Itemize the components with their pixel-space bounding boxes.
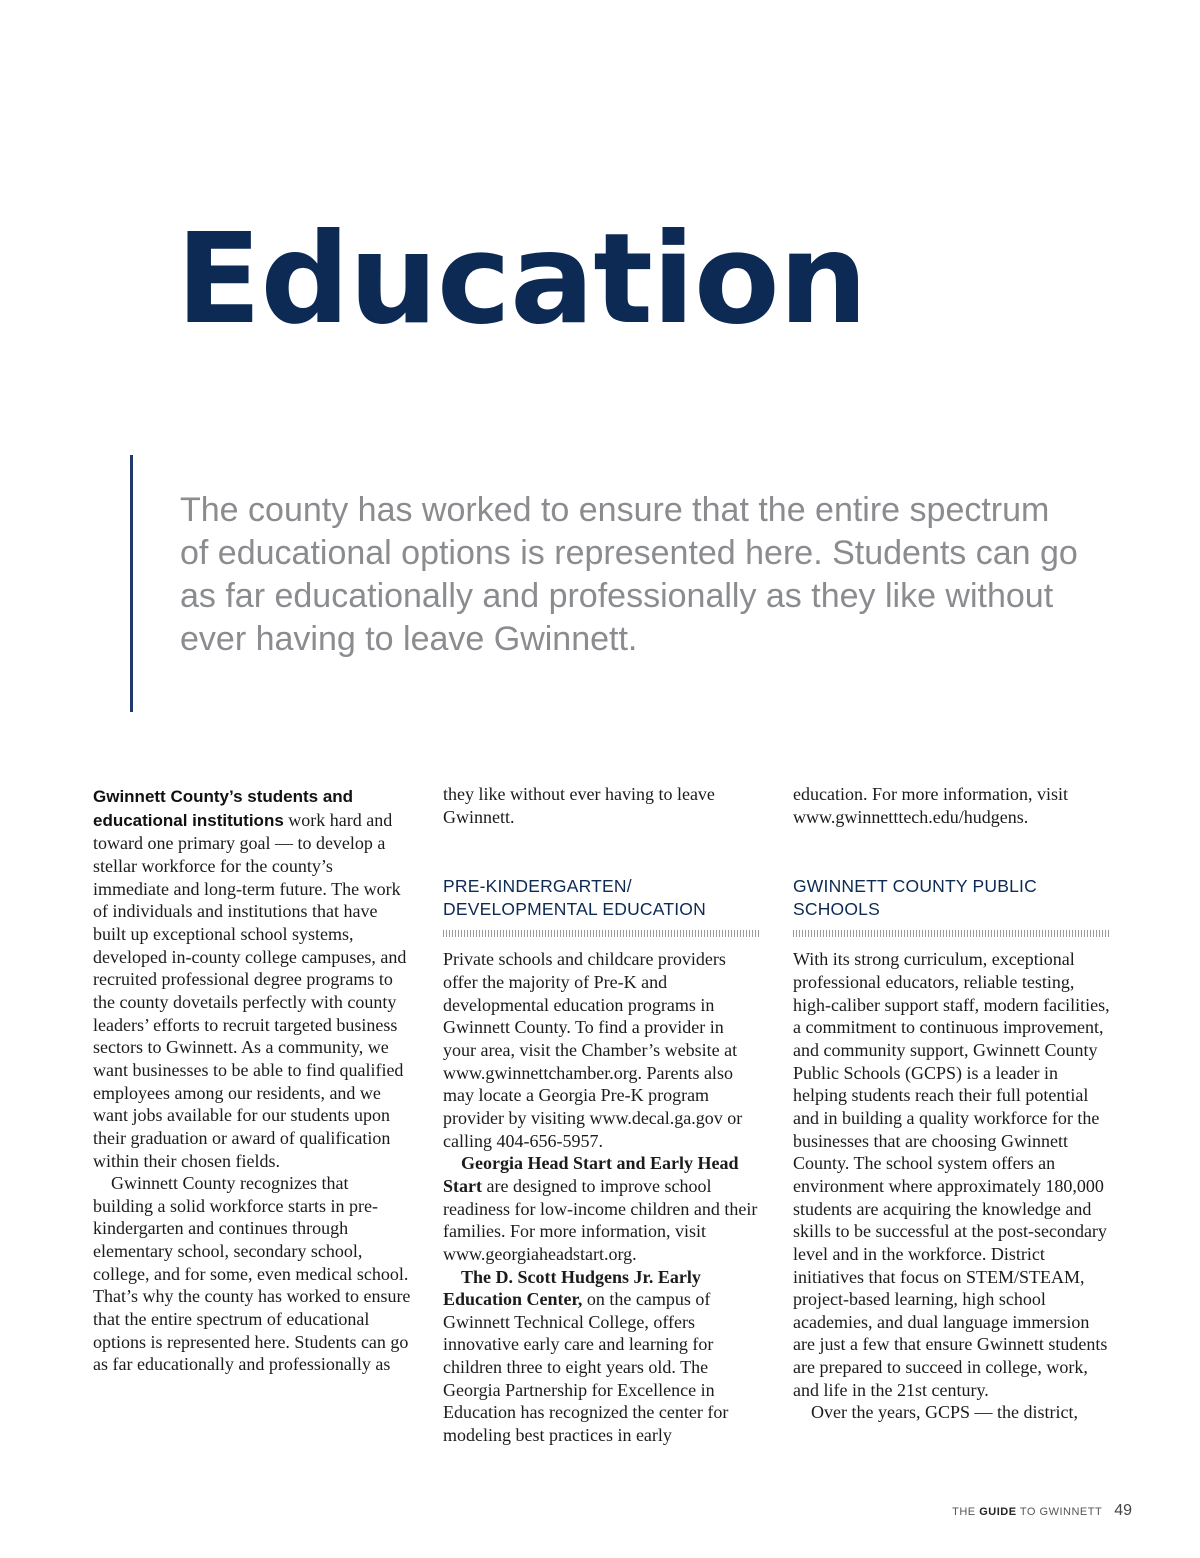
footer-guide: GUIDE [979,1506,1017,1518]
paragraph [443,1152,761,1265]
paragraph: With its strong curriculum, exceptional professional educators, reliable testing, high-caliber support staff, modern facilities, a commitment to continuous improvement, and community support, Gwinnett County Public Schools (GCPS) is a leader in helping students reach their full potential and in building a quality workforce for the businesses that are choosing Gwinnett County. The school system offers an environment where approximately 180,000 students are acquiring the knowledge and skills to be successful at the post-secondary level and in the workforce. District initiatives that focus on STEM/STEAM, project-based learning, high school academies, and dual language immersion are just a few that ensure Gwinnett students are prepared to succeed in college, work, and life in the 21st century. [793,949,1110,1400]
column-1 [93,785,411,1376]
footer-to-gwinnett: TO GWINNETT [1019,1506,1103,1518]
paragraph-text: are designed to improve school readiness for low-income children and their families. For more information, visit www.georgiaheadstart.org. [443,1175,758,1264]
paragraph: education. For more information, visit www.gwinnetttech.edu/hudgens. [793,784,1068,827]
bold-lead: Georgia Head Start and Early Head Start [443,1153,739,1196]
dotted-rule [443,930,761,937]
lead-in: Gwinnett County’s students and educational institutions [93,787,354,830]
pull-quote: The county has worked to ensure that the entire spectrum of educational options is represented here. Students can go as far educationally and professionally as they like without ever having to leave Gwinnett. [180,491,1078,658]
paragraph [443,1266,761,1447]
page-footer [952,1502,1132,1520]
intro-text: work hard and toward one primary goal — to develop a stellar workforce for the county’s immediate and long-term future. The work of individuals and institutions that have built up exceptional school systems, developed in-county college campuses, and recruited professional degree programs to the county dovetails perfectly with county leaders’ efforts to recruit targeted business sectors to Gwinnett. As a community, we want businesses to be able to find qualified employees among our residents, and we want jobs available for our students upon their graduation or award of qualification within their chosen fields. [93,809,407,1171]
paragraph-text: on the campus of Gwinnett Technical College, offers innovative early care and learning for children three to eight years old. The Georgia Partnership for Excellence in Education has recognized the center for modeling best practices in early [443,1289,729,1446]
column-3 [793,783,1111,1424]
bold-lead: The D. Scott Hudgens Jr. Early Education Center, [443,1266,701,1310]
pull-quote-bar [130,455,133,712]
column-2 [443,783,761,1447]
paragraph: Gwinnett County recognizes that building a solid workforce starts in pre-kindergarten and continues through elementary school, secondary school, college, and for some, even medical school. That’s why the county has worked to ensure that the entire spectrum of educational options is represented here. Students can go as far educationally and professionally as [93,1173,411,1375]
intro-paragraph [93,785,411,1172]
page-title: Education [176,207,867,352]
dotted-rule [793,930,1111,937]
section-heading-gcps: GWINNETT COUNTY PUBLIC SCHOOLS [793,876,1037,920]
paragraph: they like without ever having to leave Gwinnett. [443,784,715,827]
paragraph: Private schools and childcare providers offer the majority of Pre-K and developmental education programs in Gwinnett County. To find a provider in your area, visit the Chamber’s website at www.gwinnettchamber.org. Parents also may locate a Georgia Pre-K program provider by visiting www.decal.ga.gov or calling 404-656-5957. [443,949,743,1151]
footer-the: THE [952,1506,976,1518]
section-heading-pre-k: PRE-KINDERGARTEN/ DEVELOPMENTAL EDUCATION [443,876,706,920]
paragraph: Over the years, GCPS — the district, [811,1402,1078,1423]
page-number: 49 [1114,1502,1132,1519]
publication-name [952,1506,1102,1518]
